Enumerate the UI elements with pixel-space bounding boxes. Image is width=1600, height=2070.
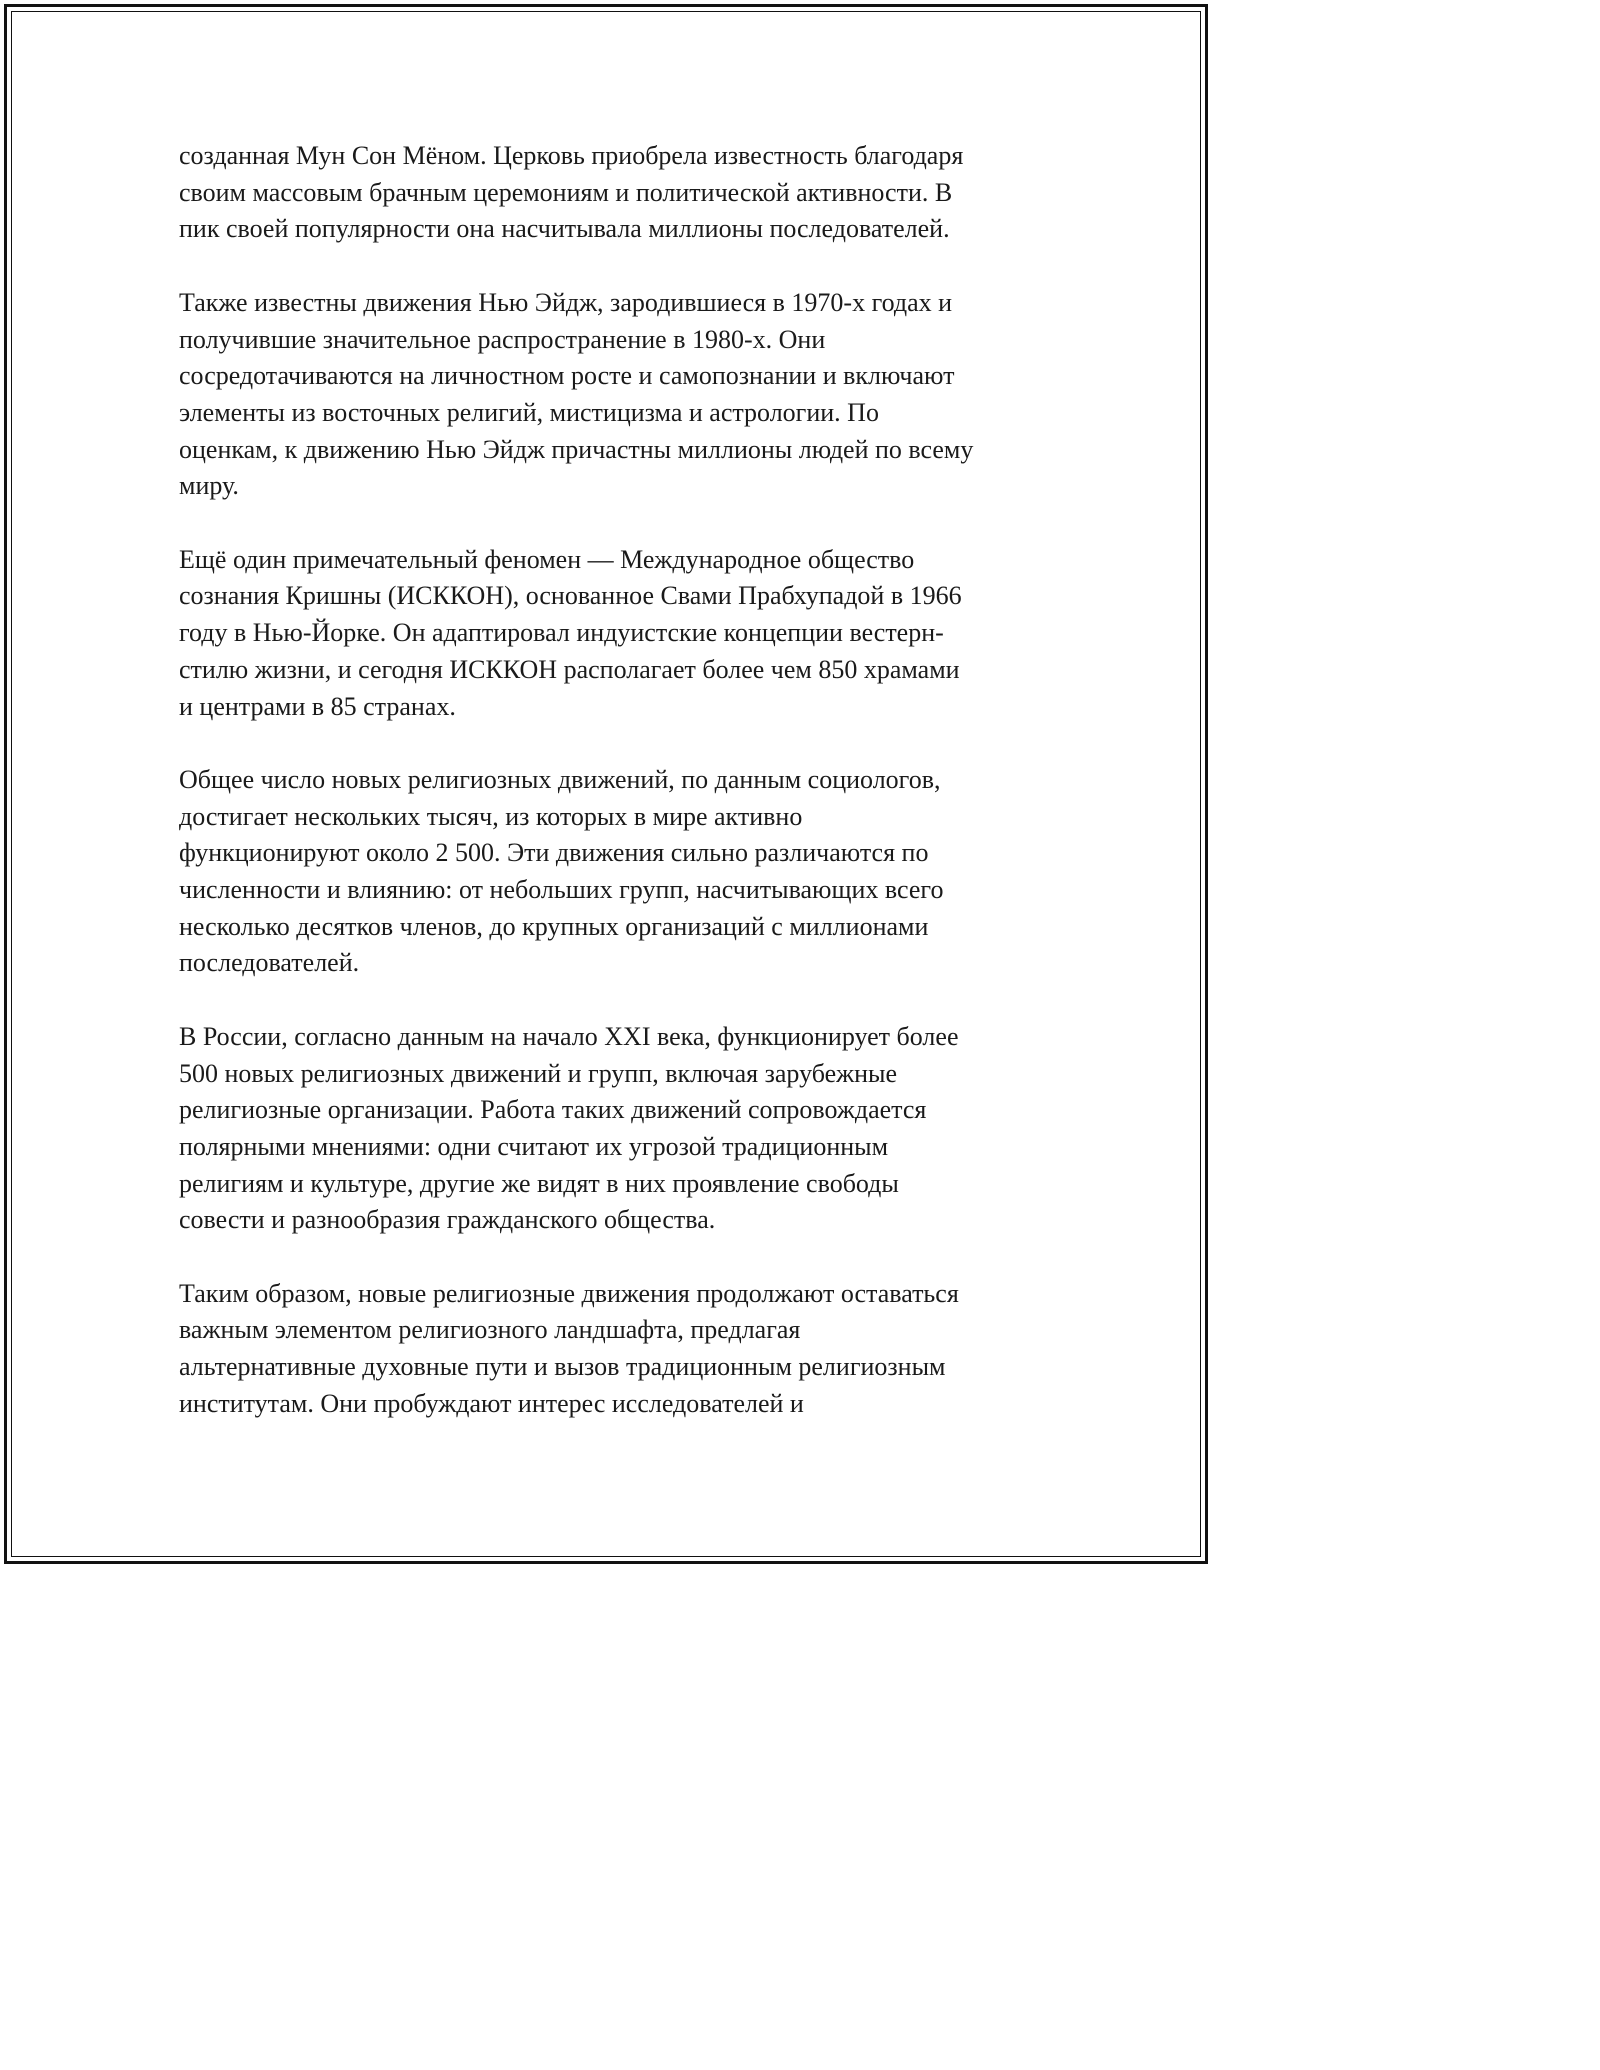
text-line: достигает нескольких тысяч, из которых в мире активно — [179, 801, 803, 831]
text-line: своим массовым брачным церемониям и политической активности. В — [179, 177, 953, 207]
paragraph-new-age — [179, 285, 1059, 505]
text-line: совести и разнообразия гражданского общества. — [179, 1205, 716, 1235]
paragraph-conclusion — [179, 1276, 1059, 1423]
text-line: сознания Кришны (ИСККОН), основанное Свами Прабхупадой в 1966 — [179, 581, 962, 611]
text-line: институтам. Они пробуждают интерес исследователей и — [179, 1388, 804, 1418]
paragraph-unification-church — [179, 138, 1059, 248]
text-line: сосредотачиваются на личностном росте и самопознании и включают — [179, 361, 955, 391]
text-line: важным элементом религиозного ландшафта, предлагая — [179, 1315, 801, 1345]
text-line: Также известны движения Нью Эйдж, зародившиеся в 1970-х годах и — [179, 287, 953, 317]
text-line: полярными мнениями: одни считают их угрозой традиционным — [179, 1131, 889, 1161]
text-line: Таким образом, новые религиозные движения продолжают оставаться — [179, 1278, 959, 1308]
text-line: миру. — [179, 471, 239, 501]
text-line: функционируют около 2 500. Эти движения сильно различаются по — [179, 838, 929, 868]
text-line: несколько десятков членов, до крупных организаций с миллионами — [179, 911, 929, 941]
text-line: альтернативные духовные пути и вызов традиционным религиозным — [179, 1352, 946, 1382]
paragraph-total-movements — [179, 762, 1059, 982]
text-line: Ещё один примечательный феномен — Международное общество — [179, 544, 915, 574]
text-line: и центрами в 85 странах. — [179, 691, 456, 721]
paragraph-iskcon — [179, 542, 1059, 726]
text-line: созданная Мун Сон Мёном. Церковь приобрела известность благодаря — [179, 141, 964, 170]
text-line: стилю жизни, и сегодня ИСККОН располагает более чем 850 храмами — [179, 654, 960, 684]
paragraph-russia — [179, 1019, 1059, 1239]
text-line: году в Нью-Йорке. Он адаптировал индуистские концепции вестерн- — [179, 618, 944, 648]
text-line: религиям и культуре, другие же видят в них проявление свободы — [179, 1168, 899, 1198]
text-line: пик своей популярности она насчитывала миллионы последователей. — [179, 214, 950, 244]
text-line: оценкам, к движению Нью Эйдж причастны миллионы людей по всему — [179, 434, 974, 464]
text-line: получившие значительное распространение в 1980-х. Они — [179, 324, 826, 354]
text-line: последователей. — [179, 948, 360, 978]
text-line: численности и влиянию: от небольших групп, насчитывающих всего — [179, 875, 944, 905]
text-line: Общее число новых религиозных движений, по данным социологов, — [179, 764, 941, 794]
text-line: религиозные организации. Работа таких движений сопровождается — [179, 1095, 927, 1125]
document-body — [179, 138, 1059, 1459]
text-line: В России, согласно данным на начало XXI века, функционирует более — [179, 1021, 959, 1051]
text-line: элементы из восточных религий, мистицизма и астрологии. По — [179, 397, 879, 427]
text-line: 500 новых религиозных движений и групп, включая зарубежные — [179, 1058, 898, 1088]
